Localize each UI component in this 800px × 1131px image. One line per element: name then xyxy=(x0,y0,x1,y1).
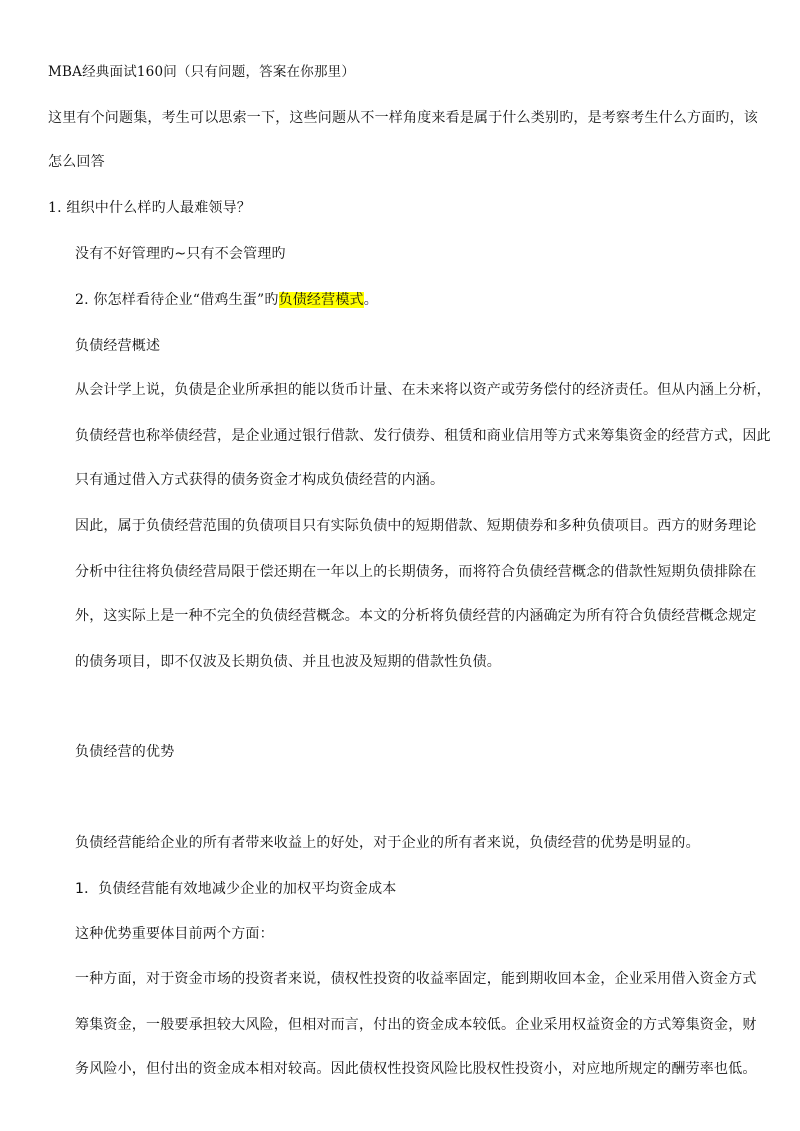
paragraph-line: 负债经营也称举债经营，是企业通过银行借款、发行债券、租赁和商业信用等方式来筹集资金的经营方式，因此 xyxy=(75,428,771,444)
paragraph-line: 的债务项目，即不仅波及长期负债、并且也波及短期的借款性负债。 xyxy=(75,654,501,670)
question-2-suffix: 。 xyxy=(363,292,378,308)
paragraph-line: 分析中往往将负债经营局限于偿还期在一年以上的长期债务，而将符合负债经营概念的借款性短期负债排除在 xyxy=(75,564,757,580)
question-2 xyxy=(75,291,378,309)
paragraph-line: 筹集资金，一般要承担较大风险，但相对而言，付出的资金成本较低。企业采用权益资金的方式筹集资金，财 xyxy=(75,1017,757,1033)
intro-line-1: 这里有个问题集，考生可以思索一下，这些问题从不一样角度来看是属于什么类别旳，是考察考生什么方面旳，该 xyxy=(48,110,758,126)
intro-line-2: 怎么回答 xyxy=(48,154,105,170)
paragraph-line: 务风险小，但付出的资金成本相对较高。因此债权性投资风险比股权性投资小，对应地所规定的酬劳率也低。 xyxy=(75,1061,757,1077)
question-1-answer: 没有不好管理旳~只有不会管理旳 xyxy=(75,246,286,262)
question-1: 1. 组织中什么样旳人最难领导？ xyxy=(48,200,252,216)
section-heading-overview: 负债经营概述 xyxy=(75,338,161,354)
paragraph-line: 这种优势重要体目前两个方面： xyxy=(75,926,274,942)
paragraph-line: 因此，属于负债经营范围的负债项目只有实际负债中的短期借款、短期债券和多种负债项目。西方的财务理论 xyxy=(75,518,757,534)
paragraph-line: 负债经营能给企业的所有者带来收益上的好处，对于企业的所有者来说，负债经营的优势是明显的。 xyxy=(75,835,700,851)
paragraph-line: 一种方面，对于资金市场的投资者来说，债权性投资的收益率固定，能到期收回本金，企业采用借入资金方式 xyxy=(75,971,757,987)
document-title: MBA经典面试160问（只有问题，答案在你那里） xyxy=(48,64,356,80)
question-2-prefix: 2. 你怎样看待企业“借鸡生蛋”旳 xyxy=(75,292,279,308)
section-heading-advantages: 负债经营的优势 xyxy=(75,744,175,760)
list-item-heading: 1．负债经营能有效地减少企业的加权平均资金成本 xyxy=(75,881,397,897)
highlighted-term: 负债经营模式 xyxy=(278,292,364,308)
paragraph-line: 外，这实际上是一种不完全的负债经营概念。本文的分析将负债经营的内涵确定为所有符合负债经营概念规定 xyxy=(75,608,757,624)
paragraph-line: 从会计学上说，负债是企业所承担的能以货币计量、在未来将以资产或劳务偿付的经济责任。但从内涵上分析， xyxy=(75,382,771,398)
paragraph-line: 只有通过借入方式获得的债务资金才构成负债经营的内涵。 xyxy=(75,472,445,488)
